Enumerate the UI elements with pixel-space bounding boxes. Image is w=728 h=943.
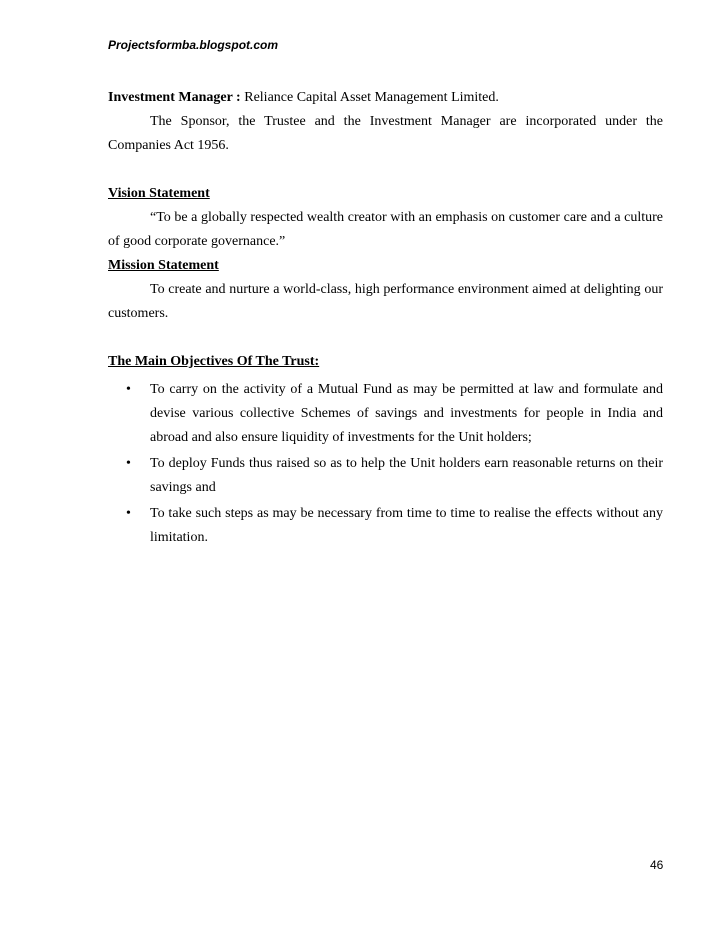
objective-text: To deploy Funds thus raised so as to help the Unit holders earn reasonable returns on their savings and	[150, 456, 663, 495]
investment-manager-line	[108, 86, 663, 110]
investment-manager-label: Investment Manager :	[108, 90, 241, 105]
document-body	[108, 86, 663, 552]
objective-text: To take such steps as may be necessary from time to time to realise the effects without any limitation.	[150, 506, 663, 545]
bullet-icon: •	[126, 506, 131, 521]
mission-text: To create and nurture a world-class, high performance environment aimed at delighting our customers.	[108, 282, 663, 321]
objective-text: To carry on the activity of a Mutual Fund as may be permitted at law and formulate and devise various collective Schemes of savings and investments for people in India and abroad and also ensure liquidity of investments for the Unit holders;	[150, 382, 663, 445]
bullet-icon: •	[126, 456, 131, 471]
bullet-icon: •	[126, 382, 131, 397]
incorporation-paragraph: The Sponsor, the Trustee and the Investment Manager are incorporated under the Companies Act 1956.	[108, 114, 663, 153]
page-number: 46	[650, 858, 664, 872]
spacer	[108, 326, 663, 350]
mission-heading: Mission Statement	[108, 258, 219, 273]
investment-manager-value: Reliance Capital Asset Management Limited.	[240, 90, 499, 105]
objectives-list	[108, 378, 663, 550]
list-item	[108, 452, 663, 500]
list-item	[108, 502, 663, 550]
objectives-heading: The Main Objectives Of The Trust:	[108, 354, 320, 369]
vision-heading: Vision Statement	[108, 186, 210, 201]
page-header-site: Projectsformba.blogspot.com	[108, 38, 279, 52]
spacer	[108, 158, 663, 182]
list-item	[108, 378, 663, 450]
vision-text: “To be a globally respected wealth creator with an emphasis on customer care and a culture of good corporate governance.”	[108, 210, 663, 249]
